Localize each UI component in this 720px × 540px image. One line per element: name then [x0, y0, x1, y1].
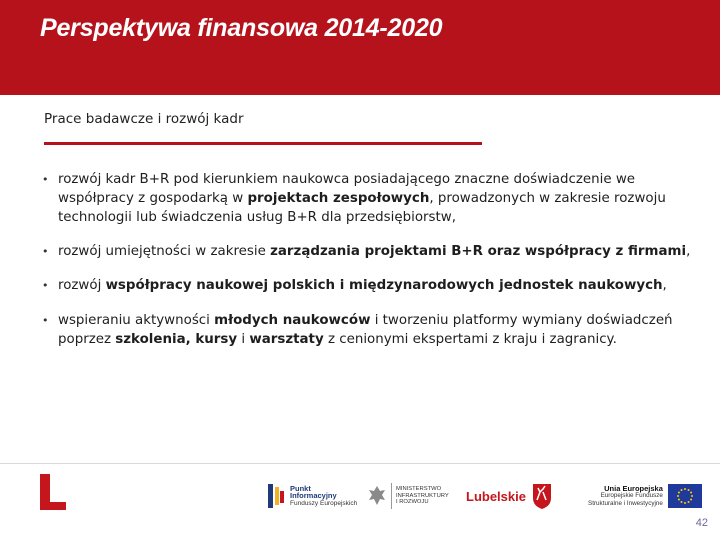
eu-line2: Europejskie Fundusze: [600, 492, 663, 500]
slide-title: Perspektywa finansowa 2014-2020: [40, 14, 443, 42]
bullet-bold-text: szkolenia, kursy: [115, 332, 238, 347]
bullet-marker: •: [42, 314, 49, 327]
bullet-bold-text: młodych naukowców: [214, 313, 371, 328]
bullet-text: wspieraniu aktywności: [58, 313, 215, 328]
punkt-line2: Informacyjny: [290, 491, 337, 501]
bullet-item: [42, 311, 702, 349]
eu-star-icon: [678, 492, 680, 494]
lublin-deer-crest-icon: [531, 482, 553, 510]
bullet-bold-text: projektach zespołowych: [247, 191, 430, 206]
eu-flag-icon: [668, 484, 702, 508]
eu-star-icon: [680, 489, 682, 491]
bullet-text: ,: [662, 278, 667, 293]
ministerstwo-logo: [367, 478, 449, 514]
bullet-bold-text: współpracy naukowej polskich i międzynarodowych jednostek naukowych: [105, 278, 663, 293]
fe-logo-icon: [266, 481, 286, 511]
bullet-item: [42, 276, 702, 295]
lubelskie-text: Lubelskie: [466, 488, 526, 504]
lubelskie-logo: [466, 478, 553, 514]
bullet-marker: •: [42, 245, 49, 258]
bullet-item: [42, 170, 702, 227]
heading-underline: [44, 142, 482, 145]
footer-divider: [0, 463, 720, 464]
eu-star-icon: [680, 501, 682, 503]
bullet-text: , prowadzonych w zakresie rozwoju technologii lub świadczenia usług B+R dla przedsiębiorstw,: [58, 191, 666, 225]
eu-line3: Strukturalne i Inwestycyjne: [588, 499, 663, 507]
eu-star-icon: [690, 499, 692, 501]
l-brand-logo-icon: [38, 472, 68, 512]
punkt-informacyjny-logo: [266, 478, 357, 514]
ministerstwo-line2: INFRASTRUKTURY: [396, 492, 449, 499]
bullet-text: i: [237, 332, 250, 347]
bullet-marker: •: [42, 173, 49, 186]
punkt-line1: Punkt: [290, 483, 311, 493]
ministerstwo-line1: MINISTERSTWO: [396, 486, 442, 493]
ministerstwo-line3: I ROZWOJU: [396, 499, 429, 506]
eu-star-icon: [684, 488, 686, 490]
eu-star-icon: [691, 495, 693, 497]
eu-star-icon: [690, 492, 692, 494]
bullet-text: rozwój: [58, 278, 106, 293]
title-banner: [0, 0, 720, 95]
bullet-marker: •: [42, 279, 49, 292]
eu-line1: Unia Europejska: [604, 484, 663, 494]
eu-logo: [588, 478, 702, 514]
eu-star-icon: [677, 495, 679, 497]
bullet-text: ,: [686, 244, 691, 259]
bullet-text: z cenionymi ekspertami z kraju i zagranicy.: [323, 332, 617, 347]
bullet-text: rozwój kadr B+R pod kierunkiem naukowca: [58, 172, 354, 187]
bullet-text: i tworzeniu platformy wymiany doświadczeń poprzez: [58, 313, 673, 347]
bullet-text: posiadającego znaczne doświadczenie we współpracy z gospodarką w: [58, 172, 636, 206]
eu-star-icon: [678, 499, 680, 501]
page-number: 42: [695, 517, 708, 529]
bullet-bold-text: warsztaty: [249, 332, 324, 347]
eu-star-icon: [687, 489, 689, 491]
eu-star-icon: [684, 502, 686, 504]
section-heading: Prace badawcze i rozwój kadr: [44, 111, 244, 127]
bullet-text: rozwój umiejętności w zakresie: [58, 244, 271, 259]
eu-star-icon: [687, 501, 689, 503]
bullet-item: [42, 242, 702, 261]
bullet-list: [42, 170, 702, 364]
punkt-line3: Funduszy Europejskich: [290, 499, 358, 507]
bullet-bold-text: zarządzania projektami B+R oraz współpracy z firmami: [270, 244, 687, 259]
eagle-emblem-icon: [367, 483, 387, 509]
